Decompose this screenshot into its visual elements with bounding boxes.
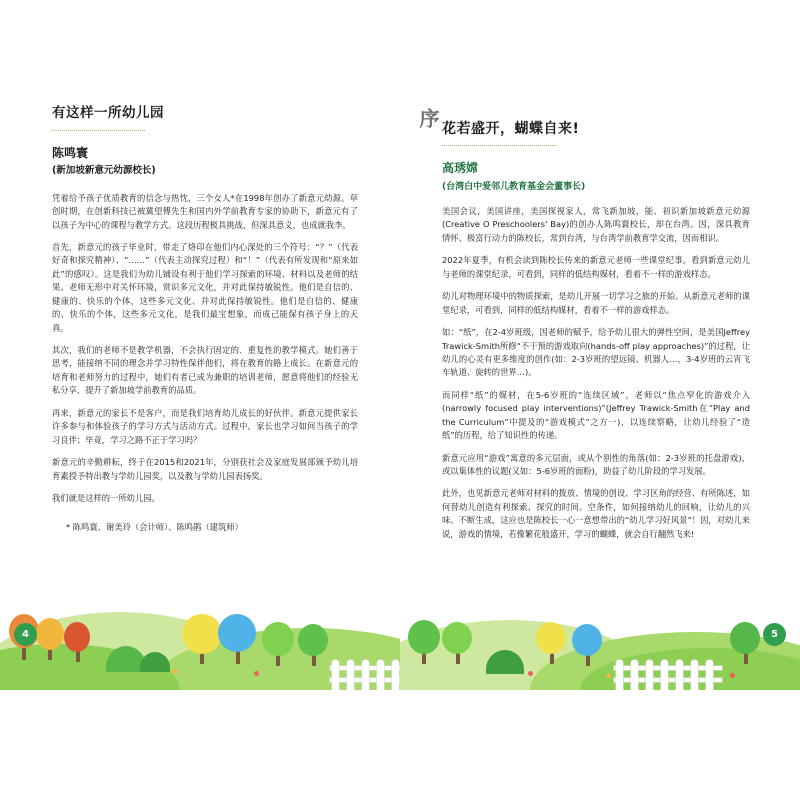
tree-foliage [730, 622, 760, 654]
page-right-content [400, 0, 800, 550]
section-mark: 序 [416, 108, 440, 129]
fence [330, 656, 400, 690]
body-paragraph: 而同样“纸”的媒材，在5-6岁班的“连续区域”，老师以“焦点窄化的游戏介入(narrowly focused play interventions)”(Jeffrey Trawick-Smith在“Play and the Curriculum”中提及的“游戏模式”之方一)，以连续察略，让幼儿经验了“造纸”的历程，给了知识性的传递。 [442, 389, 750, 441]
tree-foliage [298, 624, 328, 656]
fence [614, 656, 724, 690]
title-divider [442, 145, 557, 146]
page-title: 花若盛开，蝴蝶自来! [442, 121, 580, 137]
fence-picket [377, 660, 384, 690]
flower-dot [730, 673, 735, 678]
page-left-content [0, 0, 400, 535]
body-paragraph: 我们就是这样的一所幼儿园。 [52, 492, 160, 503]
page-title: 有这样一所幼儿园 [52, 105, 164, 121]
tree-foliage [36, 618, 64, 650]
fence-picket [661, 660, 668, 690]
body-paragraph: 此外，也见新意元老师对材料的拨放、情境的创设、学习区角的经营、有所陈述，如何替幼儿创造有利探索、探究的时间、空条件，如何接纳幼儿的回响，让幼儿的兴味、不断生成，这应也是陈校长一心一意想带出的“幼儿学习好风景”！因，对幼儿来说，游戏的情境，若像繁花般盛开，学习的蝴蝶，就会自行翻然飞来! [442, 488, 750, 539]
author-role: (台湾白中爱邻儿教育基金会董事长) [442, 182, 586, 192]
fence-picket [646, 660, 653, 690]
author-footnote: * 陈鸣寰、谢美玲（会计师）、陈鸣鹃（建筑师） [66, 522, 243, 533]
body-paragraph: 幼儿对物理环境中的物质探索，是幼儿开展一切学习之旅的开始。从新意元老师的课堂纪录，可看到，同样的低结构媒材，看着不一样的游戏样态。 [442, 291, 750, 315]
flower-dot [172, 669, 177, 674]
page-right [400, 0, 800, 690]
page-number-right: 5 [763, 623, 786, 646]
body-paragraph: 新意元应用“游戏”寓意的多元层面，或从个别性的角落(如：2-3岁班的托盘游戏)，或以集体性的议题(又如：5-6岁班的面粉)，助益了幼儿阶段的学习发展。 [442, 452, 750, 476]
body-paragraph: 美国会议，美国讲座，美国探视家人，常飞新加坡，能、初识新加坡新意元幼源(Creative O Preschoolers' Bay)的创办人陈鸣寰校长，却在台湾。因，深具教育情怀、极富行动力的陈校长，常到台湾，与台湾学前教育学交流，因而相识。 [442, 206, 750, 243]
body-paragraph: 新意元的辛勤耕耘，终于在2015和2021年，分别获社会及家庭发展部颁予幼儿培育素授予特出教与学幼儿园奖，以及教与学幼儿园表扬奖。 [52, 457, 358, 481]
author-name: 高琇嫦 [442, 161, 479, 175]
page-number-left: 4 [14, 623, 37, 646]
page-left-scenery [0, 560, 400, 690]
tree-foliage [218, 614, 256, 652]
fence-picket [676, 660, 683, 690]
body-paragraph: 首先，新意元的孩子毕业时，带走了烙印在他们内心深处的三个符号：“？”（代表好奇和探究精神）、“……”（代表主动探究过程）和“！”（代表有所发现和“原来如此”的感叹）。这是我们为幼儿铺设有利于他们学习探索的环境、材料以及老师的结果。老师无形中对关怀环境，赏识多元文化，并对此保持敏锐性。他们是自信的、健康的、快乐的个体，这些多元文化、并对此保持敏锐性。他们是自信的、健康的、快乐的个体，这些多元文化，是我们最宝想象，而成己能保有孩子身上的天真。 [52, 241, 358, 333]
flower-dot [254, 671, 259, 676]
body-paragraph: 再来，新意元的家长不是客户，而是我们培育幼儿成长的好伙伴。新意元提供家长许多参与和体验孩子的学习方式与活动方式。过程中，家长也学习如何当孩子的学习良伴；毕竟，学习之路不正于学习吗？ [52, 407, 358, 445]
page-left [0, 0, 400, 690]
body-paragraph: 2022年夏季，有机会读到陈校长传来的新意元老师一些课堂纪事。看到新意元幼儿与老师的课堂纪录，可看到，同样的低结构媒材，看着不一样的游戏样态。 [442, 255, 750, 279]
flower-dot [606, 673, 611, 678]
tree-foliage [262, 622, 294, 656]
tree-foliage [442, 622, 472, 654]
body-paragraph: 其次，我们的老师不是教学机器，不会执行固定的、重复性的教学模式。她们善于思考，能接纳不同的理念并学习特性保伴他们，将在教育的路上成长。在新意元的培育和老师努力的过程中，她们有者已成为兼职的培训老师，愿意将他们的经验无私分享，提升了新加坡学前教育的品质。 [52, 345, 358, 396]
tree-foliage [536, 622, 566, 654]
flower-dot [528, 671, 533, 676]
tree-foliage [182, 614, 222, 654]
fence-picket [631, 660, 638, 690]
body-paragraph: 如：“纸”，在2-4岁班级，因老师的赋予，给予幼儿很大的弹性空间，是美国Jeffrey Trawick-Smith所修“不干预的游戏取向(hands-off play approaches)”的过程，让幼儿的心灵有更多维度的创作(如：2-3岁班的望远镜、机器人…，3-4岁班的云宵飞车轨道、旋转的世界…)。 [442, 327, 750, 378]
fence-picket [332, 660, 339, 690]
title-divider [52, 130, 145, 131]
author-name: 陈鸣寰 [52, 145, 89, 160]
fence-picket [347, 660, 354, 690]
fence-picket [691, 660, 698, 690]
tree-foliage [572, 624, 602, 656]
author-role: (新加坡新意元幼源校长) [52, 165, 156, 177]
fence-picket [616, 660, 623, 690]
fence-picket [392, 660, 399, 690]
fence-picket [362, 660, 369, 690]
fence-picket [706, 660, 713, 690]
tree-foliage [408, 620, 440, 654]
body-paragraph: 凭着给予孩子优质教育的信念与热忱，三个女人*在1998年创办了新意元幼源。草创时期，在创新科技已被冀望傅先生和国内外学前教育专家的协助下，新意元有了以孩子为中心的课程与教学方式。这段历程极具挑战，但深具意义，也成就我李。 [52, 192, 358, 230]
page-right-scenery [400, 560, 800, 690]
tree-foliage [64, 622, 90, 652]
tree-trunk [236, 650, 240, 664]
